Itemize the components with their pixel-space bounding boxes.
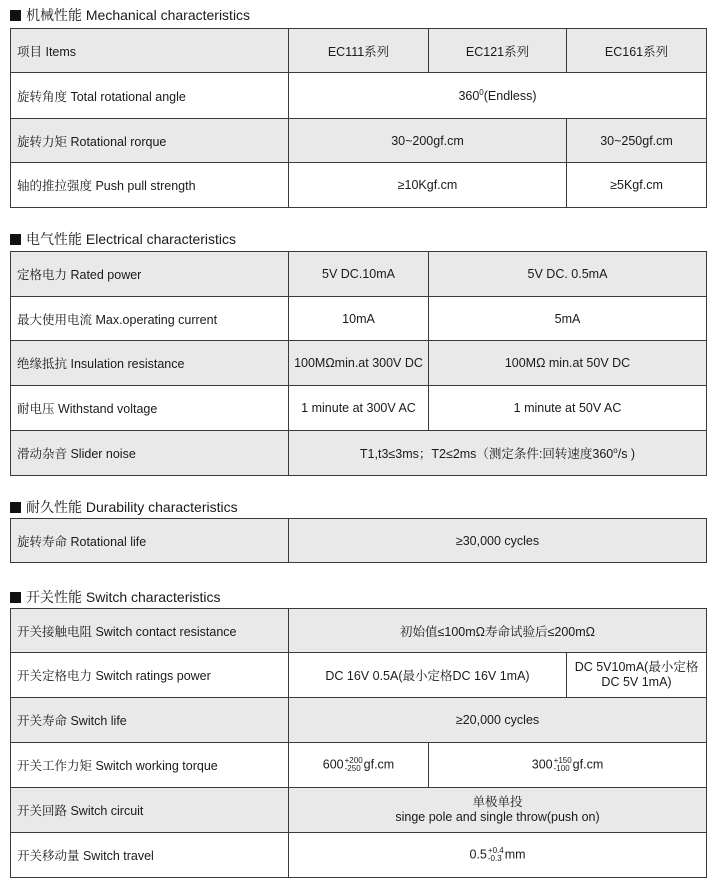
ratings-value-ec161: DC 5V10mA(最小定格DC 5V 1mA)	[567, 653, 707, 698]
withstand-value-ec111: 1 minute at 300V AC	[289, 386, 429, 431]
row-label: 旋转力矩 Rotational rorque	[11, 119, 289, 163]
push-value-ec111-121: ≥10Kgf.cm	[289, 163, 567, 208]
table-row	[11, 698, 707, 743]
insulation-value-ec121-161: 100MΩ min.at 50V DC	[429, 341, 707, 386]
switch-life-value: ≥20,000 cycles	[289, 698, 707, 743]
header-ec161: EC161系列	[567, 29, 707, 73]
section-title: 机械性能 Mechanical characteristics	[26, 7, 251, 23]
section-title: 电气性能 Electrical characteristics	[26, 231, 237, 247]
table-row	[11, 297, 707, 341]
insulation-value-ec111: 100MΩmin.at 300V DC	[289, 341, 429, 386]
row-label: 开关接触电阻 Switch contact resistance	[11, 609, 289, 653]
working-torque-value-ec111: 600 +200 -250 gf.cm	[289, 743, 429, 788]
switch-heading	[10, 588, 220, 606]
current-value-ec111: 10mA	[289, 297, 429, 341]
table-row	[11, 119, 707, 163]
durability-table	[10, 518, 707, 563]
table-row	[11, 743, 707, 788]
row-label: 开关工作力矩 Switch working torque	[11, 743, 289, 788]
electrical-table	[10, 251, 707, 476]
table-row	[11, 653, 707, 698]
switch-travel-value: 0.5 +0.4 -0.3 mm	[289, 833, 707, 878]
table-row	[11, 73, 707, 119]
mechanical-table	[10, 28, 707, 208]
switch-table	[10, 608, 707, 878]
torque-value-ec111-121: 30~200gf.cm	[289, 119, 567, 163]
section-title: 耐久性能 Durability characteristics	[26, 499, 238, 515]
row-label: 开关移动量 Switch travel	[11, 833, 289, 878]
electrical-heading	[10, 230, 236, 248]
row-label: 旋转寿命 Rotational life	[11, 519, 289, 563]
row-label: 开关回路 Switch circuit	[11, 788, 289, 833]
square-bullet-icon	[10, 10, 21, 21]
push-value-ec161: ≥5Kgf.cm	[567, 163, 707, 208]
row-label: 开关寿命 Switch life	[11, 698, 289, 743]
row-label: 滑动杂音 Slider noise	[11, 431, 289, 476]
switch-circuit-value: 单极单投 singe pole and single throw(push on)	[289, 788, 707, 833]
contact-resistance-value: 初始值≤100mΩ寿命试验后≤200mΩ	[289, 609, 707, 653]
header-items: 项目 Items	[11, 29, 289, 73]
square-bullet-icon	[10, 502, 21, 513]
table-row	[11, 833, 707, 878]
table-row	[11, 609, 707, 653]
withstand-value-ec121-161: 1 minute at 50V AC	[429, 386, 707, 431]
table-row	[11, 252, 707, 297]
durability-heading	[10, 498, 238, 516]
mechanical-heading	[10, 6, 250, 24]
section-title: 开关性能 Switch characteristics	[26, 589, 221, 605]
table-row	[11, 519, 707, 563]
power-value-ec111: 5V DC.10mA	[289, 252, 429, 297]
table-row	[11, 788, 707, 833]
row-label: 开关定格电力 Switch ratings power	[11, 653, 289, 698]
table-row	[11, 386, 707, 431]
table-row	[11, 431, 707, 476]
row-label: 轴的推拉强度 Push pull strength	[11, 163, 289, 208]
working-torque-value-ec121-161: 300 +150 -100 gf.cm	[429, 743, 707, 788]
angle-value: $360^0(Endless)$	[289, 73, 707, 119]
ratings-value-ec111-121: DC 16V 0.5A(最小定格DC 16V 1mA)	[289, 653, 567, 698]
table-row	[11, 29, 707, 73]
row-label: 旋转角度 Total rotational angle	[11, 73, 289, 119]
header-ec121: EC121系列	[429, 29, 567, 73]
row-label: 绝缘抵抗 Insulation resistance	[11, 341, 289, 386]
square-bullet-icon	[10, 234, 21, 245]
table-row	[11, 341, 707, 386]
current-value-ec121-161: 5mA	[429, 297, 707, 341]
header-ec111: EC111系列	[289, 29, 429, 73]
power-value-ec121-161: 5V DC. 0.5mA	[429, 252, 707, 297]
noise-value: T1,t3≤3ms；T2≤2ms（测定条件:回转速度360$^o$/s )	[289, 431, 707, 476]
square-bullet-icon	[10, 592, 21, 603]
table-row	[11, 163, 707, 208]
row-label: 最大使用电流 Max.operating current	[11, 297, 289, 341]
row-label: 定格电力 Rated power	[11, 252, 289, 297]
rotational-life-value: ≥30,000 cycles	[289, 519, 707, 563]
torque-value-ec161: 30~250gf.cm	[567, 119, 707, 163]
row-label: 耐电压 Withstand voltage	[11, 386, 289, 431]
